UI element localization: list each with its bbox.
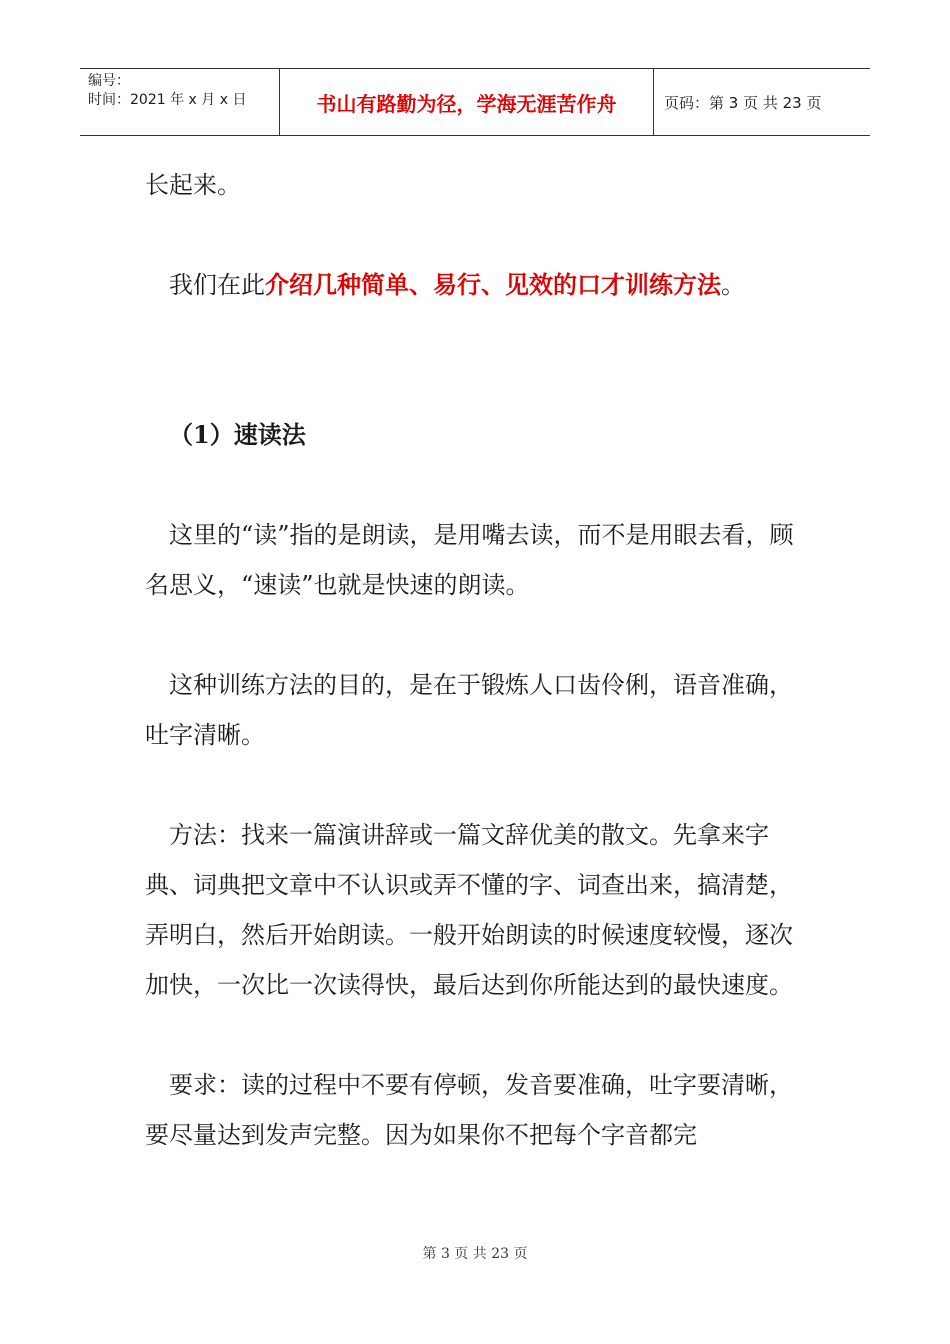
document-body — [145, 160, 810, 1160]
header-motto: 书山有路勤为径，学海无涯苦作舟 — [280, 69, 654, 135]
paragraph-requirements: 要求：读的过程中不要有停顿，发音要准确，吐字要清晰，要尽量达到发声完整。因为如果你不把每个字音都完 — [145, 1071, 793, 1149]
section-heading: （1）速读法 — [169, 420, 306, 449]
header-meta — [80, 69, 280, 135]
intro-pre: 我们在此 — [169, 271, 265, 299]
paragraph-continuation: 长起来。 — [145, 171, 241, 199]
number-label: 编号： — [88, 73, 130, 89]
header-page-info: 页码：第 3 页 共 23 页 — [664, 93, 822, 112]
paragraph-purpose: 这种训练方法的目的，是在于锻炼人口齿伶俐，语音准确，吐字清晰。 — [145, 671, 793, 749]
paragraph-definition: 这里的“读”指的是朗读，是用嘴去读，而不是用眼去看，顾名思义，“速读”也就是快速的朗读。 — [145, 521, 794, 599]
page-footer: 第 3 页 共 23 页 — [422, 1246, 528, 1262]
page-header — [80, 68, 870, 136]
intro-highlight: 介绍几种简单、易行、见效的口才训练方法 — [265, 270, 721, 299]
time-label: 时间：2021 年 x 月 x 日 — [88, 92, 247, 108]
paragraph-intro — [145, 260, 810, 310]
intro-post: 。 — [721, 271, 745, 299]
paragraph-method: 方法：找来一篇演讲辞或一篇文辞优美的散文。先拿来字典、词典把文章中不认识或弄不懂的字、词查出来，搞清楚，弄明白，然后开始朗读。一般开始朗读的时候速度较慢，逐次加快，一次比一次读得快，最后达到你所能达到的最快速度。 — [145, 821, 793, 999]
